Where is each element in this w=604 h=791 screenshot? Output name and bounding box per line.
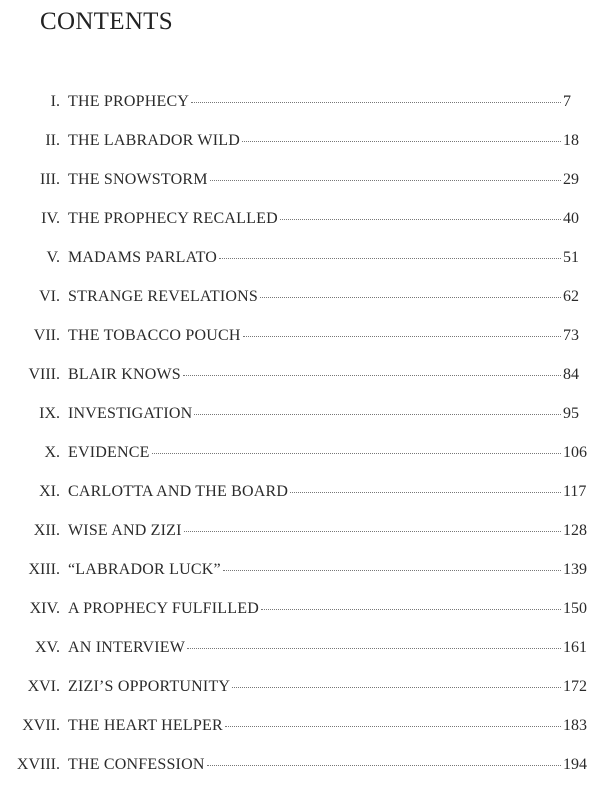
dot-leader bbox=[223, 570, 561, 571]
chapter-title: THE HEART HELPER bbox=[68, 717, 223, 734]
toc-entry bbox=[0, 284, 604, 323]
page-number: 128 bbox=[563, 522, 587, 539]
chapter-title: MADAMS PARLATO bbox=[68, 249, 218, 266]
chapter-number: V. bbox=[46, 249, 60, 266]
toc-entry bbox=[0, 752, 604, 791]
dot-leader bbox=[184, 531, 561, 532]
chapter-title: THE TOBACCO POUCH bbox=[68, 327, 241, 344]
chapter-title: “LABRADOR LUCK” bbox=[68, 561, 221, 578]
page-number: 29 bbox=[563, 171, 579, 188]
chapter-title: THE PROPHECY RECALLED bbox=[68, 210, 278, 227]
dot-leader bbox=[194, 414, 561, 415]
chapter-number: III. bbox=[40, 171, 60, 188]
toc-entry bbox=[0, 674, 604, 713]
chapter-title: EVIDENCE bbox=[68, 444, 150, 461]
dot-leader bbox=[187, 648, 561, 649]
page-number: 194 bbox=[563, 756, 587, 773]
toc-entry bbox=[0, 245, 604, 284]
chapter-entry bbox=[68, 128, 561, 154]
chapter-number: XII. bbox=[33, 522, 60, 539]
page-number: 84 bbox=[563, 366, 579, 383]
page-number: 51 bbox=[563, 249, 579, 266]
dot-leader bbox=[260, 297, 561, 298]
chapter-number: XV. bbox=[34, 639, 60, 656]
chapter-number: XIV. bbox=[29, 600, 60, 617]
page-number: 62 bbox=[563, 288, 579, 305]
toc-entry bbox=[0, 557, 604, 596]
chapter-title: AN INTERVIEW bbox=[68, 639, 186, 656]
page-number: 40 bbox=[563, 210, 579, 227]
chapter-entry bbox=[68, 362, 561, 388]
dot-leader bbox=[243, 336, 561, 337]
page-number: 172 bbox=[563, 678, 587, 695]
chapter-entry bbox=[68, 479, 561, 505]
page-number: 183 bbox=[563, 717, 587, 734]
chapter-number: XVIII. bbox=[16, 756, 60, 773]
toc-entry bbox=[0, 206, 604, 245]
chapter-entry bbox=[68, 245, 561, 271]
chapter-entry bbox=[68, 440, 561, 466]
chapter-number: II. bbox=[45, 132, 60, 149]
chapter-entry bbox=[68, 518, 561, 544]
page-number: 106 bbox=[563, 444, 587, 461]
chapter-title: STRANGE REVELATIONS bbox=[68, 288, 259, 305]
page-number: 161 bbox=[563, 639, 587, 656]
chapter-number: IV. bbox=[41, 210, 60, 227]
page-number: 18 bbox=[563, 132, 579, 149]
chapter-title: THE SNOWSTORM bbox=[68, 171, 208, 188]
chapter-entry bbox=[68, 206, 561, 232]
dot-leader bbox=[242, 141, 561, 142]
dot-leader bbox=[152, 453, 561, 454]
chapter-number: X. bbox=[44, 444, 60, 461]
chapter-number: XI. bbox=[39, 483, 60, 500]
dot-leader bbox=[207, 765, 561, 766]
chapter-entry bbox=[68, 323, 561, 349]
chapter-entry bbox=[68, 284, 561, 310]
chapter-entry bbox=[68, 89, 561, 115]
toc-entry bbox=[0, 596, 604, 635]
page-number: 117 bbox=[563, 483, 587, 500]
toc-entry bbox=[0, 713, 604, 752]
toc-entry bbox=[0, 440, 604, 479]
toc-entry bbox=[0, 323, 604, 362]
page-number: 7 bbox=[563, 93, 571, 110]
page-title: CONTENTS bbox=[40, 8, 173, 35]
page-number: 139 bbox=[563, 561, 587, 578]
chapter-entry bbox=[68, 635, 561, 661]
chapter-title: A PROPHECY FULFILLED bbox=[68, 600, 259, 617]
chapter-number: VIII. bbox=[28, 366, 60, 383]
chapter-title: BLAIR KNOWS bbox=[68, 366, 181, 383]
toc-entry bbox=[0, 635, 604, 674]
toc-entry bbox=[0, 479, 604, 518]
dot-leader bbox=[183, 375, 561, 376]
chapter-number: IX. bbox=[39, 405, 60, 422]
toc-entry bbox=[0, 362, 604, 401]
toc-entry bbox=[0, 128, 604, 167]
chapter-entry bbox=[68, 167, 561, 193]
dot-leader bbox=[191, 102, 561, 103]
chapter-title: THE PROPHECY bbox=[68, 93, 190, 110]
page-number: 150 bbox=[563, 600, 587, 617]
chapter-title: ZIZI’S OPPORTUNITY bbox=[68, 678, 231, 695]
chapter-title: WISE AND ZIZI bbox=[68, 522, 182, 539]
chapter-number: XIII. bbox=[28, 561, 60, 578]
dot-leader bbox=[232, 687, 561, 688]
chapter-title: THE LABRADOR WILD bbox=[68, 132, 240, 149]
chapter-number: XVI. bbox=[27, 678, 60, 695]
dot-leader bbox=[290, 492, 561, 493]
dot-leader bbox=[280, 219, 561, 220]
toc-entry bbox=[0, 518, 604, 557]
dot-leader bbox=[261, 609, 561, 610]
chapter-title: CARLOTTA AND THE BOARD bbox=[68, 483, 289, 500]
toc-entry bbox=[0, 89, 604, 128]
chapter-number: VII. bbox=[33, 327, 60, 344]
chapter-entry bbox=[68, 557, 561, 583]
chapter-number: VI. bbox=[39, 288, 60, 305]
page-number: 73 bbox=[563, 327, 579, 344]
chapter-title: INVESTIGATION bbox=[68, 405, 193, 422]
chapter-entry bbox=[68, 596, 561, 622]
dot-leader bbox=[225, 726, 561, 727]
chapter-entry bbox=[68, 713, 561, 739]
chapter-entry bbox=[68, 401, 561, 427]
page-number: 95 bbox=[563, 405, 579, 422]
chapter-number: XVII. bbox=[22, 717, 60, 734]
dot-leader bbox=[210, 180, 561, 181]
chapter-number: I. bbox=[50, 93, 60, 110]
toc-entry bbox=[0, 167, 604, 206]
table-of-contents bbox=[0, 89, 604, 791]
chapter-title: THE CONFESSION bbox=[68, 756, 205, 773]
chapter-entry bbox=[68, 752, 561, 778]
chapter-entry bbox=[68, 674, 561, 700]
toc-entry bbox=[0, 401, 604, 440]
dot-leader bbox=[219, 258, 561, 259]
